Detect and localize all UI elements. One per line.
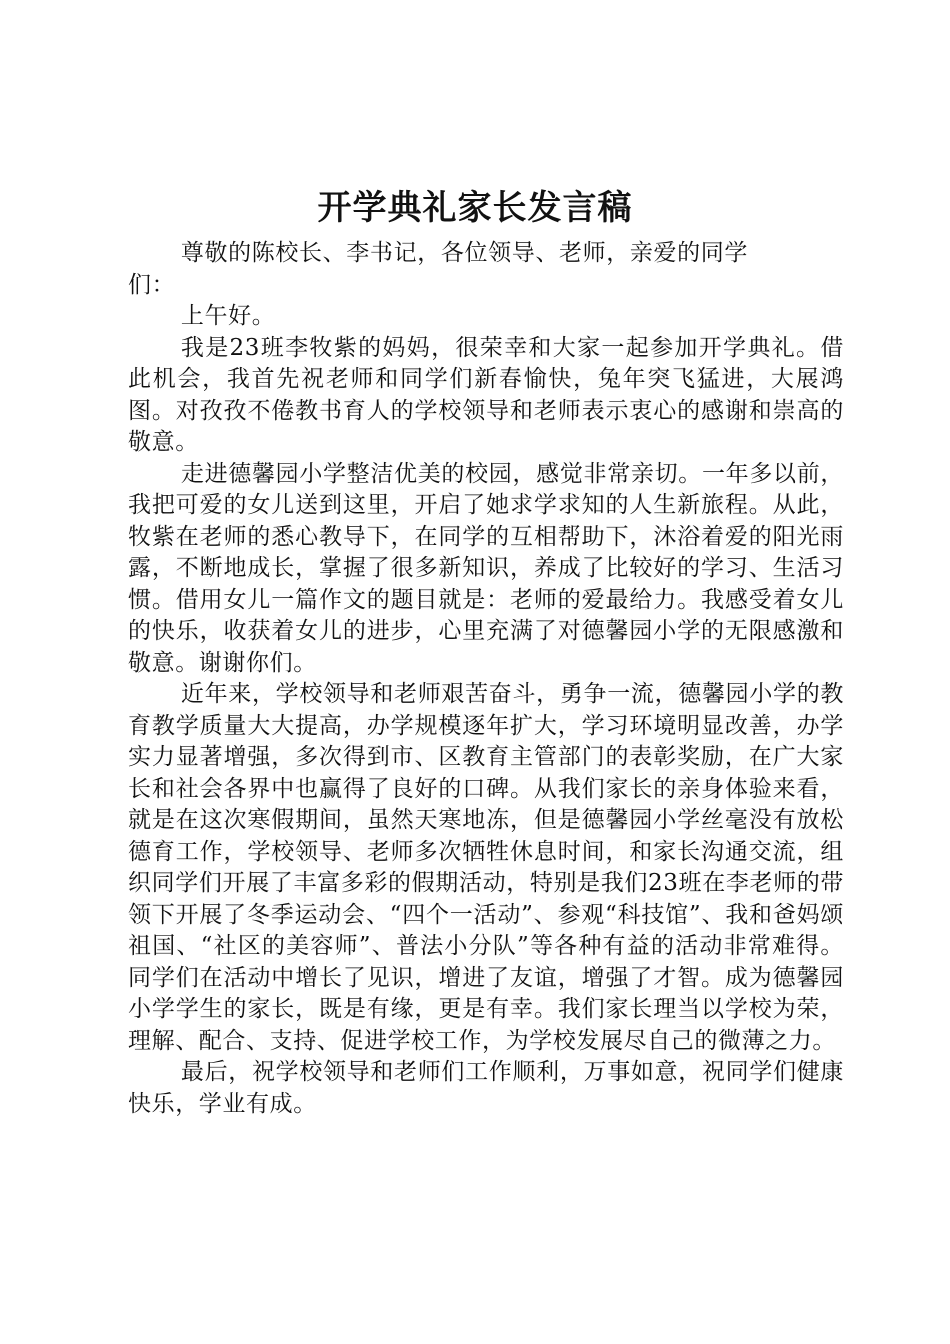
school-experience-paragraph: 走进德馨园小学整洁优美的校园，感觉非常亲切。一年多以前，我把可爱的女儿送到这里，开启了她求学求知的人生新旅程。从此，牧紫在老师的悉心教导下，在同学的互相帮助下，沐浴着爱的阳光雨露，不断地成长，掌握了很多新知识，养成了比较好的学习、生活习惯。借用女儿一篇作文的题目就是：老师的爱最给力。我感受着女儿的快乐，收获着女儿的进步，心里充满了对德馨园小学的无限感激和敬意。谢谢你们。 bbox=[128, 460, 844, 676]
document-title: 开学典礼家长发言稿 bbox=[317, 188, 633, 228]
closing-paragraph: 最后，祝学校领导和老师们工作顺利，万事如意，祝同学们健康快乐，学业有成。 bbox=[128, 1059, 844, 1117]
document-body bbox=[128, 238, 844, 1120]
school-achievements-paragraph: 近年来，学校领导和老师艰苦奋斗，勇争一流，德馨园小学的教育教学质量大大提高，办学规模逐年扩大，学习环境明显改善，办学实力显著增强，多次得到市、区教育主管部门的表彰奖励，在广大家长和社会各界中也赢得了良好的口碑。从我们家长的亲身体验来看，就是在这次寒假期间，虽然天寒地冻，但是德馨园小学丝毫没有放松德育工作，学校领导、老师多次牺牲休息时间，和家长沟通交流，组织同学们开展了丰富多彩的假期活动，特别是我们23班在李老师的带领下开展了冬季运动会、“四个一活动”、参观“科技馆”、我和爸妈颂祖国、“社区的美容师”、普法小分队”等各种有益的活动非常难得。同学们在活动中增长了见识，增进了友谊，增强了才智。成为德馨园小学学生的家长，既是有缘，更是有幸。我们家长理当以学校为荣，理解、配合、支持、促进学校工作，为学校发展尽自己的微薄之力。 bbox=[128, 681, 844, 1054]
salutation-paragraph: 尊敬的陈校长、李书记，各位领导、老师，亲爱的同学们： bbox=[128, 240, 748, 298]
introduction-paragraph: 我是23班李牧紫的妈妈，很荣幸和大家一起参加开学典礼。借此机会，我首先祝老师和同学们新春愉快，兔年突飞猛进，大展鸿图。对孜孜不倦教书育人的学校领导和老师表示衷心的感谢和崇高的敬意。 bbox=[128, 334, 844, 455]
greeting-paragraph: 上午好。 bbox=[180, 303, 276, 329]
